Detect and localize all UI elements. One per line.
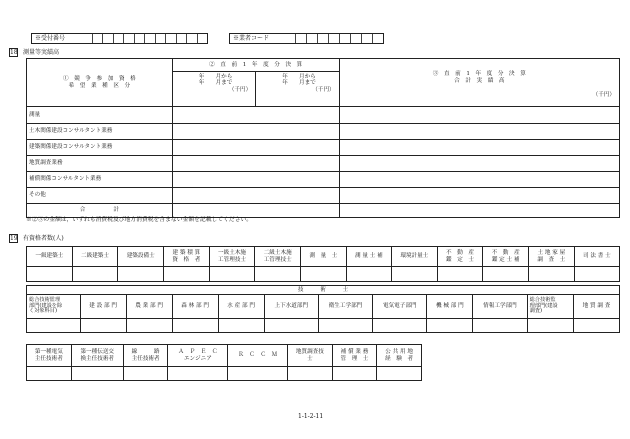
section-18-note: ※②③の金額は，いずれも消費税及び地方消費税を含まない金額を記載してください。 [26, 217, 253, 223]
count-cell[interactable] [71, 367, 123, 381]
receipt-number-label: ※受付番号 [35, 35, 66, 42]
row-label-surveying: 測量 [27, 107, 173, 124]
qual-compensation-manager: 補 償 業 務 管 理 士 [332, 345, 377, 367]
achievement-table [26, 58, 620, 218]
count-cell[interactable] [529, 267, 575, 282]
row-total-amount[interactable] [339, 107, 619, 124]
row-prior-year-amount[interactable] [172, 124, 339, 140]
count-cell[interactable] [228, 367, 288, 381]
section-18-heading [9, 48, 59, 57]
vendor-code-label: ※業者コード [233, 35, 270, 42]
qual-judicial-scrivener: 司 法 書 士 [574, 247, 619, 267]
total-achievement-header: ③ 直 前 1 年 度 分 決 算 合 計 実 績 高 （千円） [339, 59, 619, 107]
receipt-number-box [31, 33, 208, 44]
qualification-row-3 [26, 344, 422, 381]
qual-geological-engineer: 地質調査技 士 [288, 345, 333, 367]
vendor-code-cells[interactable] [285, 34, 384, 43]
count-cell[interactable] [527, 319, 573, 333]
row-total-amount[interactable] [339, 188, 619, 204]
count-cell[interactable] [255, 267, 301, 282]
qual-surveyor: 測 量 士 [301, 247, 347, 267]
qual-gijutsushi-geology: 地 質 調 査 [573, 295, 619, 319]
qual-real-estate-appraiser: 不 動 産 鑑 定 士 [437, 247, 483, 267]
count-cell[interactable] [80, 319, 126, 333]
qual-second-civil-mgmt: 二級土木施 工管理技士 [255, 247, 301, 267]
section-19-heading [9, 234, 64, 243]
count-cell[interactable] [27, 367, 72, 381]
count-cell[interactable] [218, 319, 264, 333]
row-total-amount[interactable] [339, 140, 619, 156]
row-total-amount[interactable] [339, 124, 619, 140]
row-label-compensation-consulting: 補償関係コンサルタント業務 [27, 172, 173, 188]
total-overall-amount[interactable] [339, 204, 619, 218]
qual-first-transmission-chief: 第一種伝送交 換主任技術者 [71, 345, 123, 367]
qual-public-land-experience: 公 共 用 地 経 験 者 [377, 345, 422, 367]
count-cell[interactable] [168, 367, 228, 381]
count-cell[interactable] [72, 267, 118, 282]
qual-land-surveyor: 土 地 家 屋 調 査 士 [529, 247, 575, 267]
qual-gijutsushi-fisheries: 水 産 部 門 [218, 295, 264, 319]
count-cell[interactable] [172, 319, 218, 333]
qual-building-estimator: 建 築 積 算 資 格 者 [164, 247, 210, 267]
row-label-civil-consulting: 土木関係建設コンサルタント業務 [27, 124, 173, 140]
qual-gijutsushi-mechanical: 機 械 部 門 [427, 295, 473, 319]
qualification-row-2 [26, 285, 620, 333]
qual-gijutsushi-agriculture: 農 業 部 門 [126, 295, 172, 319]
row-prior-year-amount[interactable] [172, 140, 339, 156]
section-18-number: 18 [10, 49, 18, 56]
section-19-title: 有資格者数(人) [23, 234, 64, 242]
count-cell[interactable] [473, 319, 527, 333]
qual-gijutsushi-water: 上下水道部門 [264, 295, 318, 319]
vendor-code-box [229, 33, 384, 44]
count-cell[interactable] [332, 367, 377, 381]
row-label-geological-survey: 地質調査業務 [27, 156, 173, 172]
qual-gijutsushi-general: 総合技術監理 部門(建設を除 く対象科目) [27, 295, 81, 319]
row-label-building-consulting: 建築関係建設コンサルタント業務 [27, 140, 173, 156]
count-cell[interactable] [377, 367, 422, 381]
qual-gijutsushi-forestry: 森 林 部 門 [172, 295, 218, 319]
industry-category-header: ① 競 争 参 加 資 格 希 望 業 種 区 分 [27, 59, 173, 107]
row-prior-year-amount[interactable] [172, 172, 339, 188]
count-cell[interactable] [27, 319, 81, 333]
row-prior-year-amount[interactable] [172, 156, 339, 172]
receipt-number-cells[interactable] [82, 34, 208, 43]
count-cell[interactable] [126, 319, 172, 333]
qual-line-chief: 線 路 主任技術者 [123, 345, 168, 367]
qual-gijutsushi-electrical: 電気電子部門 [373, 295, 427, 319]
count-cell[interactable] [288, 367, 333, 381]
qual-assistant-appraiser: 不 動 産 鑑 定 士 補 [483, 247, 529, 267]
total-prior-year-amount[interactable] [172, 204, 339, 218]
count-cell[interactable] [27, 267, 73, 282]
count-cell[interactable] [373, 319, 427, 333]
qual-gijutsushi-construction: 建 設 部 門 [80, 295, 126, 319]
qual-first-electrical-chief: 第一種電気 主任技術者 [27, 345, 72, 367]
row-prior-year-amount[interactable] [172, 107, 339, 124]
count-cell[interactable] [123, 367, 168, 381]
count-cell[interactable] [573, 319, 619, 333]
count-cell[interactable] [164, 267, 210, 282]
qual-second-class-architect: 二級建築士 [72, 247, 118, 267]
count-cell[interactable] [427, 319, 473, 333]
section-18-title: 測量等実績高 [23, 48, 60, 56]
row-total-amount[interactable] [339, 156, 619, 172]
qual-building-equipment: 建築設備士 [118, 247, 164, 267]
count-cell[interactable] [301, 267, 347, 282]
qual-first-civil-mgmt: 一級土木施 工管理技士 [209, 247, 255, 267]
count-cell[interactable] [118, 267, 164, 282]
count-cell[interactable] [318, 319, 372, 333]
count-cell[interactable] [346, 267, 391, 282]
qual-first-class-architect: 一級建築士 [27, 247, 73, 267]
qualification-row-1 [26, 246, 620, 282]
count-cell[interactable] [483, 267, 529, 282]
page-number: 1-1-2-11 [298, 413, 324, 420]
qual-environmental-measurer: 環境計量士 [392, 247, 438, 267]
section-19-number: 19 [10, 235, 18, 242]
row-total-amount[interactable] [339, 172, 619, 188]
row-label-other: その他 [27, 188, 173, 204]
count-cell[interactable] [392, 267, 438, 282]
prior-year-header: ② 直 前 1 年 度 分 決 算 年 月から 年 月まで （千円） 年 月から 年 月まで （千円） [172, 59, 339, 107]
qual-gijutsushi-general-construction: 総合技術監 理部門(建設 調査) [527, 295, 573, 319]
qual-gijutsushi-information: 情報工学部門 [473, 295, 527, 319]
qual-rccm: Ｒ Ｃ Ｃ Ｍ [228, 345, 288, 367]
count-cell[interactable] [209, 267, 255, 282]
gijutsushi-header: 技 術 士 [27, 286, 620, 295]
count-cell[interactable] [437, 267, 483, 282]
qual-gijutsushi-sanitary: 衛生工学部門 [318, 295, 372, 319]
qual-assistant-surveyor: 測 量 士 補 [346, 247, 391, 267]
count-cell[interactable] [264, 319, 318, 333]
qualification-grid [26, 246, 620, 382]
count-cell[interactable] [574, 267, 619, 282]
row-label-total: 合 計 [27, 204, 173, 218]
row-prior-year-amount[interactable] [172, 188, 339, 204]
qual-apec-engineer: Ａ Ｐ Ｅ Ｃ エンジニア [168, 345, 228, 367]
